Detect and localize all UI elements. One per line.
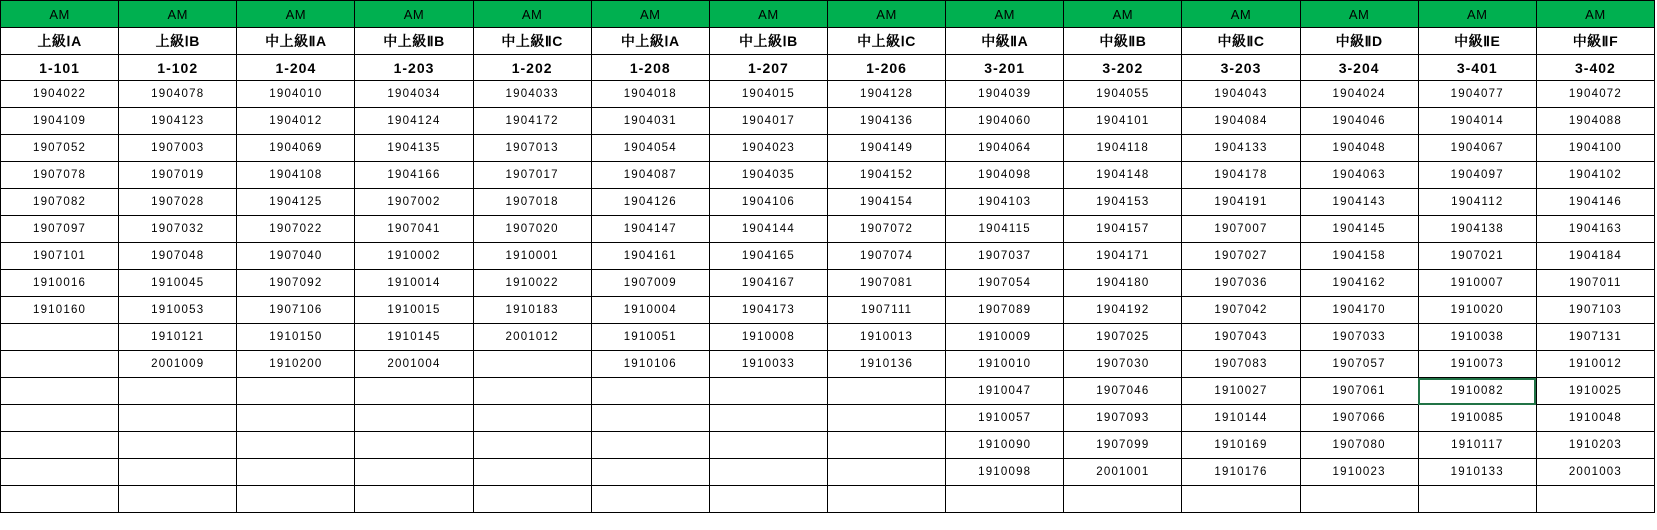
student-id-cell[interactable]: 1904063: [1300, 162, 1418, 189]
room-code-cell[interactable]: 3-201: [946, 55, 1064, 81]
student-id-cell[interactable]: 1910048: [1536, 405, 1654, 432]
student-id-cell[interactable]: 1904170: [1300, 297, 1418, 324]
student-id-cell[interactable]: 1904153: [1064, 189, 1182, 216]
empty-cell[interactable]: [473, 486, 591, 513]
empty-cell[interactable]: [709, 378, 827, 405]
student-id-cell[interactable]: 1904103: [946, 189, 1064, 216]
empty-cell[interactable]: [119, 459, 237, 486]
student-id-cell[interactable]: 2001003: [1536, 459, 1654, 486]
class-name-cell[interactable]: 中級ⅡD: [1300, 28, 1418, 55]
am-header-cell[interactable]: AM: [591, 1, 709, 28]
empty-cell[interactable]: [709, 432, 827, 459]
student-id-cell[interactable]: 1910176: [1182, 459, 1300, 486]
empty-cell[interactable]: [473, 378, 591, 405]
room-code-cell[interactable]: 1-208: [591, 55, 709, 81]
empty-cell[interactable]: [827, 378, 945, 405]
student-id-cell[interactable]: 1904147: [591, 216, 709, 243]
student-id-cell[interactable]: 1904017: [709, 108, 827, 135]
student-id-cell[interactable]: 2001001: [1064, 459, 1182, 486]
empty-cell[interactable]: [591, 405, 709, 432]
empty-cell[interactable]: [1300, 486, 1418, 513]
student-id-cell[interactable]: 1907022: [237, 216, 355, 243]
student-id-cell[interactable]: 1904060: [946, 108, 1064, 135]
room-code-cell[interactable]: 1-203: [355, 55, 473, 81]
class-name-cell[interactable]: 中上級ⅠA: [591, 28, 709, 55]
am-header-cell[interactable]: AM: [1064, 1, 1182, 28]
student-id-cell[interactable]: 1910136: [827, 351, 945, 378]
empty-cell[interactable]: [591, 486, 709, 513]
student-id-cell[interactable]: 1910106: [591, 351, 709, 378]
student-id-cell[interactable]: 1904158: [1300, 243, 1418, 270]
class-name-cell[interactable]: 中上級ⅠC: [827, 28, 945, 55]
student-id-cell[interactable]: 1910121: [119, 324, 237, 351]
empty-cell[interactable]: [1, 351, 119, 378]
student-id-cell[interactable]: 1904146: [1536, 189, 1654, 216]
empty-cell[interactable]: [709, 486, 827, 513]
empty-cell[interactable]: [237, 378, 355, 405]
student-id-cell[interactable]: 1910007: [1418, 270, 1536, 297]
class-name-cell[interactable]: 中級ⅡE: [1418, 28, 1536, 55]
student-id-cell[interactable]: 1904072: [1536, 81, 1654, 108]
student-id-cell[interactable]: 1907037: [946, 243, 1064, 270]
student-id-cell[interactable]: 1910203: [1536, 432, 1654, 459]
student-id-cell[interactable]: 2001012: [473, 324, 591, 351]
student-id-cell[interactable]: 1907041: [355, 216, 473, 243]
student-id-cell[interactable]: 1907066: [1300, 405, 1418, 432]
student-id-cell[interactable]: 1907033: [1300, 324, 1418, 351]
empty-cell[interactable]: [827, 432, 945, 459]
table-row: [1, 297, 1655, 324]
student-id-cell[interactable]: 1910133: [1418, 459, 1536, 486]
student-id-cell[interactable]: 1904135: [355, 135, 473, 162]
student-id-cell[interactable]: 1904163: [1536, 216, 1654, 243]
room-code-cell[interactable]: 3-202: [1064, 55, 1182, 81]
empty-cell[interactable]: [1, 405, 119, 432]
student-id-cell[interactable]: 1910016: [1, 270, 119, 297]
student-id-cell[interactable]: 1904100: [1536, 135, 1654, 162]
student-id-cell[interactable]: 1904087: [591, 162, 709, 189]
student-id-cell[interactable]: 1904152: [827, 162, 945, 189]
student-id-cell[interactable]: 1904143: [1300, 189, 1418, 216]
student-id-cell[interactable]: 1910002: [355, 243, 473, 270]
table-row: [1, 135, 1655, 162]
empty-cell[interactable]: [473, 459, 591, 486]
student-id-cell[interactable]: 1907131: [1536, 324, 1654, 351]
student-id-cell[interactable]: 1910183: [473, 297, 591, 324]
student-id-cell[interactable]: 1907093: [1064, 405, 1182, 432]
student-id-cell[interactable]: 1904173: [709, 297, 827, 324]
student-id-cell[interactable]: 1904166: [355, 162, 473, 189]
student-id-cell[interactable]: 1904171: [1064, 243, 1182, 270]
student-id-cell[interactable]: 1910010: [946, 351, 1064, 378]
student-id-cell[interactable]: 1907040: [237, 243, 355, 270]
student-id-cell[interactable]: 1907009: [591, 270, 709, 297]
student-id-cell[interactable]: 1910004: [591, 297, 709, 324]
student-id-cell[interactable]: 1907052: [1, 135, 119, 162]
student-id-cell[interactable]: 1904012: [237, 108, 355, 135]
empty-cell[interactable]: [355, 486, 473, 513]
student-id-cell[interactable]: 1910150: [237, 324, 355, 351]
student-id-cell[interactable]: 1910085: [1418, 405, 1536, 432]
student-id-cell[interactable]: 1910169: [1182, 432, 1300, 459]
student-id-cell[interactable]: 1910145: [355, 324, 473, 351]
student-id-cell[interactable]: 1904133: [1182, 135, 1300, 162]
room-code-cell[interactable]: 3-203: [1182, 55, 1300, 81]
class-name-cell[interactable]: 中級ⅡA: [946, 28, 1064, 55]
student-id-cell[interactable]: 1910020: [1418, 297, 1536, 324]
class-name-cell[interactable]: 中上級ⅡB: [355, 28, 473, 55]
student-id-cell[interactable]: 1910013: [827, 324, 945, 351]
student-id-cell[interactable]: 1907089: [946, 297, 1064, 324]
empty-cell[interactable]: [355, 405, 473, 432]
student-id-cell[interactable]: 1907043: [1182, 324, 1300, 351]
student-id-cell[interactable]: 1907032: [119, 216, 237, 243]
student-id-cell[interactable]: 1910033: [709, 351, 827, 378]
student-id-cell[interactable]: 1904145: [1300, 216, 1418, 243]
student-id-cell[interactable]: 1910051: [591, 324, 709, 351]
student-id-cell[interactable]: 2001004: [355, 351, 473, 378]
room-code-cell[interactable]: 1-206: [827, 55, 945, 81]
student-id-cell[interactable]: 1904033: [473, 81, 591, 108]
empty-cell[interactable]: [473, 405, 591, 432]
student-id-cell[interactable]: 1907092: [237, 270, 355, 297]
student-id-cell[interactable]: 1904123: [119, 108, 237, 135]
student-id-cell[interactable]: 1904048: [1300, 135, 1418, 162]
student-id-cell[interactable]: 1910200: [237, 351, 355, 378]
student-id-cell[interactable]: 1907080: [1300, 432, 1418, 459]
header-row-am: [1, 1, 1655, 28]
student-id-cell[interactable]: 1907106: [237, 297, 355, 324]
student-id-cell[interactable]: 1904112: [1418, 189, 1536, 216]
table-row: [1, 405, 1655, 432]
student-id-cell[interactable]: 1904136: [827, 108, 945, 135]
student-id-cell[interactable]: 1904014: [1418, 108, 1536, 135]
empty-cell[interactable]: [591, 432, 709, 459]
class-name-cell[interactable]: 上級ⅠB: [119, 28, 237, 55]
empty-cell[interactable]: [827, 486, 945, 513]
am-header-cell[interactable]: AM: [1182, 1, 1300, 28]
table-row: [1, 108, 1655, 135]
student-id-cell[interactable]: 1907046: [1064, 378, 1182, 405]
empty-cell[interactable]: [1536, 486, 1654, 513]
empty-cell[interactable]: [1418, 486, 1536, 513]
student-id-cell[interactable]: 1907017: [473, 162, 591, 189]
student-id-cell[interactable]: 1904157: [1064, 216, 1182, 243]
header-row-room: [1, 55, 1655, 81]
student-id-cell[interactable]: 1904067: [1418, 135, 1536, 162]
student-id-cell[interactable]: 1904010: [237, 81, 355, 108]
student-id-cell[interactable]: 1904069: [237, 135, 355, 162]
empty-cell[interactable]: [827, 459, 945, 486]
class-name-cell[interactable]: 中級ⅡF: [1536, 28, 1654, 55]
student-id-cell[interactable]: 1907020: [473, 216, 591, 243]
student-id-cell[interactable]: 1910022: [473, 270, 591, 297]
student-id-cell[interactable]: 1907054: [946, 270, 1064, 297]
student-id-cell[interactable]: 1910001: [473, 243, 591, 270]
student-id-cell[interactable]: 1904077: [1418, 81, 1536, 108]
student-id-cell[interactable]: 1907021: [1418, 243, 1536, 270]
empty-cell[interactable]: [1, 459, 119, 486]
room-code-cell[interactable]: 1-207: [709, 55, 827, 81]
student-id-cell[interactable]: 1904128: [827, 81, 945, 108]
student-id-cell[interactable]: 1907061: [1300, 378, 1418, 405]
student-id-cell[interactable]: 1904088: [1536, 108, 1654, 135]
am-header-cell[interactable]: AM: [827, 1, 945, 28]
empty-cell[interactable]: [1182, 486, 1300, 513]
empty-cell[interactable]: [1, 324, 119, 351]
student-id-cell[interactable]: 1904167: [709, 270, 827, 297]
student-id-cell[interactable]: 1904161: [591, 243, 709, 270]
student-id-cell[interactable]: 1907078: [1, 162, 119, 189]
student-id-cell[interactable]: 1907027: [1182, 243, 1300, 270]
student-id-cell[interactable]: 1907057: [1300, 351, 1418, 378]
class-name-cell[interactable]: 中級ⅡC: [1182, 28, 1300, 55]
student-id-cell[interactable]: 1907083: [1182, 351, 1300, 378]
table-row: [1, 324, 1655, 351]
class-name-cell[interactable]: 中上級ⅡA: [237, 28, 355, 55]
student-id-cell[interactable]: 1904097: [1418, 162, 1536, 189]
student-id-cell[interactable]: 1904125: [237, 189, 355, 216]
student-id-cell[interactable]: 1904043: [1182, 81, 1300, 108]
student-id-cell[interactable]: 1907101: [1, 243, 119, 270]
am-header-cell[interactable]: AM: [473, 1, 591, 28]
empty-cell[interactable]: [355, 459, 473, 486]
student-id-cell[interactable]: 1907028: [119, 189, 237, 216]
student-id-cell[interactable]: 1910117: [1418, 432, 1536, 459]
table-row: [1, 216, 1655, 243]
student-id-cell[interactable]: 1907042: [1182, 297, 1300, 324]
student-id-cell[interactable]: 1910009: [946, 324, 1064, 351]
empty-cell[interactable]: [709, 405, 827, 432]
am-header-cell[interactable]: AM: [1536, 1, 1654, 28]
room-code-cell[interactable]: 3-401: [1418, 55, 1536, 81]
empty-cell[interactable]: [119, 432, 237, 459]
student-id-cell[interactable]: 1907097: [1, 216, 119, 243]
student-id-cell[interactable]: 1904018: [591, 81, 709, 108]
am-header-cell[interactable]: AM: [237, 1, 355, 28]
student-id-cell[interactable]: 1904115: [946, 216, 1064, 243]
table-row: [1, 378, 1655, 405]
empty-cell[interactable]: [355, 378, 473, 405]
student-id-cell[interactable]: 1904192: [1064, 297, 1182, 324]
table-row: [1, 459, 1655, 486]
student-id-cell[interactable]: 1907036: [1182, 270, 1300, 297]
empty-cell[interactable]: [1, 486, 119, 513]
student-id-cell[interactable]: 2001009: [119, 351, 237, 378]
student-id-cell[interactable]: 1904098: [946, 162, 1064, 189]
empty-cell[interactable]: [237, 459, 355, 486]
student-id-cell[interactable]: 1904124: [355, 108, 473, 135]
am-header-cell[interactable]: AM: [355, 1, 473, 28]
student-id-cell[interactable]: 1907025: [1064, 324, 1182, 351]
empty-cell[interactable]: [591, 378, 709, 405]
empty-cell[interactable]: [237, 486, 355, 513]
empty-cell[interactable]: [473, 351, 591, 378]
student-id-cell[interactable]: 1904109: [1, 108, 119, 135]
student-id-cell[interactable]: 1907081: [827, 270, 945, 297]
empty-cell[interactable]: [119, 378, 237, 405]
class-name-cell[interactable]: 上級ⅠA: [1, 28, 119, 55]
student-id-cell[interactable]: 1910045: [119, 270, 237, 297]
room-code-cell[interactable]: 3-204: [1300, 55, 1418, 81]
class-name-cell[interactable]: 中上級ⅠB: [709, 28, 827, 55]
student-id-cell[interactable]: 1907018: [473, 189, 591, 216]
student-id-cell[interactable]: 1910025: [1536, 378, 1654, 405]
empty-cell[interactable]: [1, 378, 119, 405]
student-id-cell[interactable]: 1904180: [1064, 270, 1182, 297]
am-header-cell[interactable]: AM: [1, 1, 119, 28]
table-row: [1, 351, 1655, 378]
student-id-cell[interactable]: 1910015: [355, 297, 473, 324]
empty-cell[interactable]: [1064, 486, 1182, 513]
student-id-cell[interactable]: 1904172: [473, 108, 591, 135]
empty-cell[interactable]: [473, 432, 591, 459]
room-code-cell[interactable]: 1-202: [473, 55, 591, 81]
student-id-cell[interactable]: 1904101: [1064, 108, 1182, 135]
student-id-cell[interactable]: 1907082: [1, 189, 119, 216]
empty-cell[interactable]: [591, 459, 709, 486]
student-id-cell[interactable]: 1904024: [1300, 81, 1418, 108]
student-id-cell[interactable]: 1904108: [237, 162, 355, 189]
table-row: [1, 432, 1655, 459]
student-id-cell[interactable]: 1904022: [1, 81, 119, 108]
table-row: [1, 270, 1655, 297]
table-row: [1, 189, 1655, 216]
am-header-cell[interactable]: AM: [946, 1, 1064, 28]
student-id-cell[interactable]: 1904149: [827, 135, 945, 162]
header-row-class: [1, 28, 1655, 55]
student-id-cell[interactable]: 1904138: [1418, 216, 1536, 243]
empty-cell[interactable]: [1, 432, 119, 459]
student-id-cell[interactable]: 1904064: [946, 135, 1064, 162]
student-id-cell[interactable]: 1904055: [1064, 81, 1182, 108]
student-id-cell[interactable]: 1910057: [946, 405, 1064, 432]
empty-cell[interactable]: [237, 405, 355, 432]
am-header-cell[interactable]: AM: [119, 1, 237, 28]
class-name-cell[interactable]: 中上級ⅡC: [473, 28, 591, 55]
student-id-cell[interactable]: 1907013: [473, 135, 591, 162]
student-id-cell[interactable]: 1907111: [827, 297, 945, 324]
room-code-cell[interactable]: 1-204: [237, 55, 355, 81]
student-id-cell[interactable]: 1904165: [709, 243, 827, 270]
selected-cell[interactable]: 1910082: [1418, 378, 1536, 405]
student-id-cell[interactable]: 1910144: [1182, 405, 1300, 432]
am-header-cell[interactable]: AM: [1300, 1, 1418, 28]
student-id-cell[interactable]: 1910073: [1418, 351, 1536, 378]
student-id-cell[interactable]: 1904054: [591, 135, 709, 162]
student-id-cell[interactable]: 1904106: [709, 189, 827, 216]
empty-cell[interactable]: [709, 459, 827, 486]
student-id-cell[interactable]: 1904178: [1182, 162, 1300, 189]
empty-cell[interactable]: [119, 405, 237, 432]
table-row: [1, 162, 1655, 189]
student-id-cell[interactable]: 1904184: [1536, 243, 1654, 270]
empty-cell[interactable]: [946, 486, 1064, 513]
student-id-cell[interactable]: 1904102: [1536, 162, 1654, 189]
empty-cell[interactable]: [237, 432, 355, 459]
student-id-cell[interactable]: 1904118: [1064, 135, 1182, 162]
student-id-cell[interactable]: 1907019: [119, 162, 237, 189]
student-id-cell[interactable]: 1904031: [591, 108, 709, 135]
student-id-cell[interactable]: 1910047: [946, 378, 1064, 405]
student-id-cell[interactable]: 1904162: [1300, 270, 1418, 297]
student-id-cell[interactable]: 1904078: [119, 81, 237, 108]
student-id-cell[interactable]: 1907011: [1536, 270, 1654, 297]
student-id-cell[interactable]: 1904034: [355, 81, 473, 108]
table-body: [1, 1, 1655, 513]
table-row: [1, 243, 1655, 270]
student-id-cell[interactable]: 1910027: [1182, 378, 1300, 405]
student-id-cell[interactable]: 1910160: [1, 297, 119, 324]
student-id-cell[interactable]: 1907007: [1182, 216, 1300, 243]
am-header-cell[interactable]: AM: [709, 1, 827, 28]
empty-cell[interactable]: [355, 432, 473, 459]
student-id-cell[interactable]: 1910090: [946, 432, 1064, 459]
student-id-cell[interactable]: 1904154: [827, 189, 945, 216]
student-id-cell[interactable]: 1910023: [1300, 459, 1418, 486]
student-id-cell[interactable]: 1904148: [1064, 162, 1182, 189]
student-id-cell[interactable]: 1907103: [1536, 297, 1654, 324]
student-id-cell[interactable]: 1907099: [1064, 432, 1182, 459]
empty-cell[interactable]: [827, 405, 945, 432]
table-row: [1, 486, 1655, 513]
am-header-cell[interactable]: AM: [1418, 1, 1536, 28]
student-id-cell[interactable]: 1904015: [709, 81, 827, 108]
student-id-cell[interactable]: 1910098: [946, 459, 1064, 486]
student-id-cell[interactable]: 1910038: [1418, 324, 1536, 351]
student-id-cell[interactable]: 1910014: [355, 270, 473, 297]
student-id-cell[interactable]: 1907048: [119, 243, 237, 270]
room-code-cell[interactable]: 1-102: [119, 55, 237, 81]
student-id-cell[interactable]: 1904144: [709, 216, 827, 243]
room-code-cell[interactable]: 3-402: [1536, 55, 1654, 81]
student-id-cell[interactable]: 1904023: [709, 135, 827, 162]
student-id-cell[interactable]: 1904084: [1182, 108, 1300, 135]
student-id-cell[interactable]: 1904046: [1300, 108, 1418, 135]
student-id-cell[interactable]: 1904126: [591, 189, 709, 216]
student-id-cell[interactable]: 1910012: [1536, 351, 1654, 378]
empty-cell[interactable]: [119, 486, 237, 513]
student-id-cell[interactable]: 1907002: [355, 189, 473, 216]
student-id-cell[interactable]: 1904035: [709, 162, 827, 189]
class-name-cell[interactable]: 中級ⅡB: [1064, 28, 1182, 55]
student-id-cell[interactable]: 1907072: [827, 216, 945, 243]
student-id-cell[interactable]: 1904039: [946, 81, 1064, 108]
student-id-cell[interactable]: 1907003: [119, 135, 237, 162]
student-id-cell[interactable]: 1910053: [119, 297, 237, 324]
table-row: [1, 81, 1655, 108]
student-id-cell[interactable]: 1904191: [1182, 189, 1300, 216]
room-code-cell[interactable]: 1-101: [1, 55, 119, 81]
student-id-cell[interactable]: 1907030: [1064, 351, 1182, 378]
student-id-cell[interactable]: 1907074: [827, 243, 945, 270]
student-id-cell[interactable]: 1910008: [709, 324, 827, 351]
